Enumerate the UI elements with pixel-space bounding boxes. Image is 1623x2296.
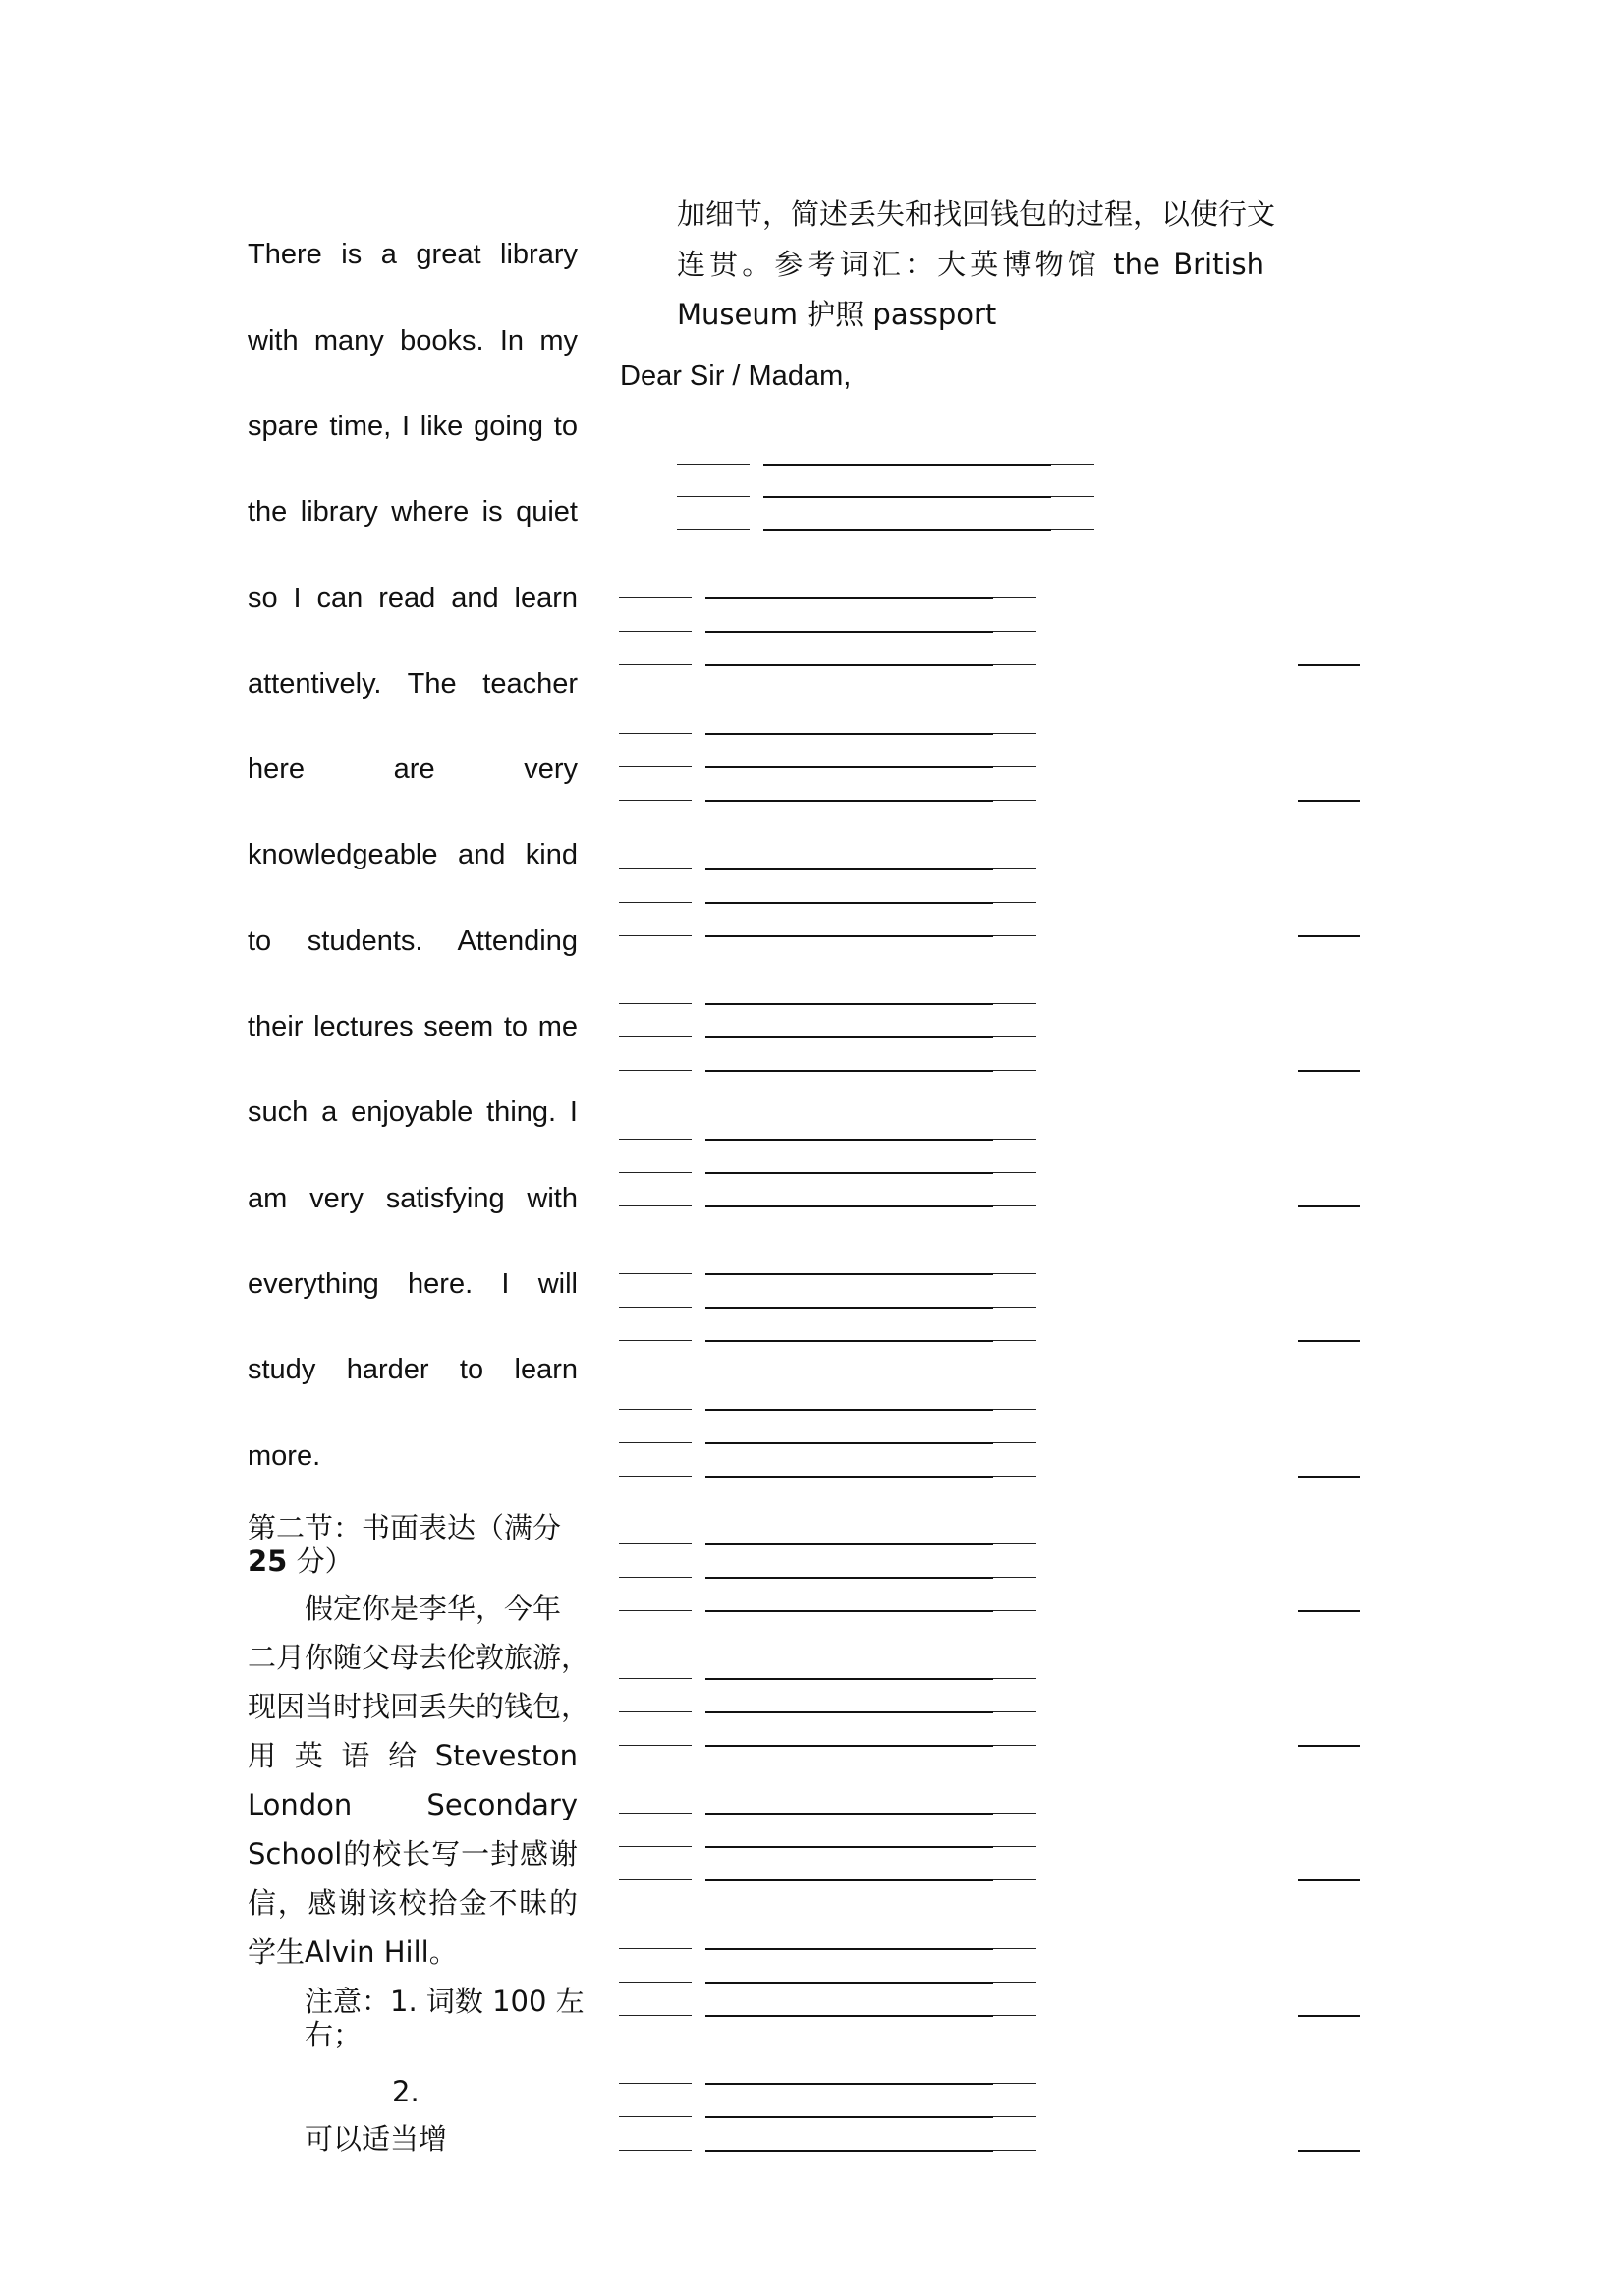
answer-line — [619, 1070, 692, 1071]
answer-line — [705, 2015, 993, 2017]
answer-line — [1051, 464, 1094, 465]
answer-line — [705, 1139, 993, 1141]
answer-line — [619, 1273, 692, 1274]
answer-line — [993, 733, 1036, 734]
answer-line — [619, 1036, 692, 1037]
answer-line — [993, 1577, 1036, 1578]
answer-line — [619, 2116, 692, 2117]
answer-line — [677, 464, 750, 465]
answer-line-right — [1298, 935, 1360, 937]
answer-line — [619, 1340, 692, 1341]
passage-line: spare time, I like going to — [248, 411, 578, 442]
answer-line — [705, 1879, 993, 1881]
answer-line — [993, 597, 1036, 598]
answer-line — [619, 1476, 692, 1477]
answer-line — [619, 1139, 692, 1140]
note-line: 注意：1. 词数 100 左 — [305, 1985, 585, 2018]
answer-line — [993, 1172, 1036, 1173]
answer-line — [705, 1273, 993, 1275]
answer-line — [705, 1846, 993, 1848]
answer-line — [619, 935, 692, 936]
answer-line — [619, 1003, 692, 1004]
answer-line — [619, 1745, 692, 1746]
answer-line — [705, 2150, 993, 2152]
answer-line-right — [1298, 1745, 1360, 1747]
answer-line — [619, 2015, 692, 2016]
answer-line — [993, 1273, 1036, 1274]
answer-line — [993, 1139, 1036, 1140]
answer-line — [619, 2150, 692, 2151]
answer-line — [705, 1442, 993, 1444]
writing-section — [248, 1503, 590, 2163]
answer-line — [993, 1442, 1036, 1443]
task-line: 假定你是李华，今年 — [305, 1592, 562, 1625]
answer-line — [619, 800, 692, 801]
answer-line — [705, 1711, 993, 1713]
answer-line-right — [1298, 1070, 1360, 1072]
passage-line: study harder to learn — [248, 1354, 578, 1385]
answer-line — [1051, 529, 1094, 530]
letter-salutation: Dear Sir / Madam, — [620, 361, 852, 392]
answer-line — [705, 1745, 993, 1747]
note-line: 可以适当增 — [305, 2122, 448, 2156]
passage-line: attentively. The teacher — [248, 668, 578, 700]
task-line: School的校长写一封感谢 — [248, 1837, 578, 1871]
answer-line — [993, 1036, 1036, 1037]
answer-line — [993, 800, 1036, 801]
answer-line — [993, 1745, 1036, 1746]
answer-line — [993, 1070, 1036, 1071]
answer-line — [993, 902, 1036, 903]
answer-line-right — [1298, 1476, 1360, 1478]
answer-line — [993, 1409, 1036, 1410]
answer-line — [705, 1340, 993, 1342]
task-continuation-line: Museum 护照 passport — [677, 298, 997, 331]
answer-line — [993, 1340, 1036, 1341]
answer-line — [993, 935, 1036, 936]
answer-line — [993, 868, 1036, 869]
task-line: London Secondary — [248, 1788, 578, 1821]
task-continuation-line: 连贯。参考词汇：大英博物馆 the British — [677, 248, 1264, 281]
note-item-number: 2. — [392, 2075, 420, 2108]
answer-line — [1051, 496, 1094, 497]
answer-line — [619, 1577, 692, 1578]
answer-line — [993, 2015, 1036, 2016]
answer-line — [705, 1205, 993, 1207]
answer-line — [619, 1678, 692, 1679]
answer-line — [705, 597, 993, 599]
answer-line — [993, 1711, 1036, 1712]
answer-line — [993, 766, 1036, 767]
answer-line-right — [1298, 1610, 1360, 1612]
section-heading: 第二节：书面表达（满分 — [248, 1511, 562, 1544]
passage-line: with many books. In my — [248, 325, 578, 357]
answer-line — [705, 902, 993, 904]
passage-line: so I can read and learn — [248, 583, 578, 614]
task-line: 用 英 语 给 Steveston — [248, 1739, 578, 1772]
answer-line — [705, 1307, 993, 1309]
passage-line: more. — [248, 1440, 321, 1472]
answer-line — [619, 733, 692, 734]
answer-line — [619, 868, 692, 869]
answer-line — [763, 464, 1051, 466]
answer-line-right — [1298, 1205, 1360, 1207]
answer-line — [705, 2116, 993, 2118]
answer-line — [705, 1813, 993, 1815]
answer-line — [993, 1307, 1036, 1308]
answer-line — [705, 1610, 993, 1612]
answer-line — [763, 496, 1051, 498]
answer-line — [705, 1172, 993, 1174]
answer-line — [993, 1678, 1036, 1679]
answer-line — [993, 1610, 1036, 1611]
answer-line — [705, 868, 993, 870]
answer-line — [993, 1543, 1036, 1544]
answer-line-right — [1298, 800, 1360, 802]
answer-line — [705, 1476, 993, 1478]
section-heading-score: 25 分） — [248, 1544, 354, 1578]
passage-line: knowledgeable and kind — [248, 839, 578, 870]
answer-line — [993, 1948, 1036, 1949]
answer-line — [677, 496, 750, 497]
answer-line — [619, 1205, 692, 1206]
answer-line — [705, 1070, 993, 1072]
passage-line: here are very — [248, 754, 578, 785]
passage-line: their lectures seem to me — [248, 1011, 578, 1042]
answer-line — [619, 1409, 692, 1410]
task-continuation-line: 加细节，简述丢失和找回钱包的过程，以使行文 — [677, 197, 1276, 231]
answer-line — [619, 1813, 692, 1814]
answer-line — [705, 1409, 993, 1411]
answer-line — [993, 1205, 1036, 1206]
passage-line: to students. Attending — [248, 925, 578, 957]
answer-line — [993, 1879, 1036, 1880]
answer-line — [619, 664, 692, 665]
answer-line — [705, 1003, 993, 1005]
answer-line — [705, 800, 993, 802]
answer-line — [619, 1543, 692, 1544]
answer-line — [705, 935, 993, 937]
answer-line — [993, 1476, 1036, 1477]
answer-line — [619, 766, 692, 767]
answer-line — [705, 2083, 993, 2085]
answer-line — [619, 1610, 692, 1611]
answer-line-right — [1298, 664, 1360, 666]
answer-line-right — [1298, 1879, 1360, 1881]
answer-line — [619, 1172, 692, 1173]
answer-line — [993, 2150, 1036, 2151]
answer-line — [705, 766, 993, 768]
note-line: 右； — [305, 2018, 363, 2051]
answer-line — [619, 1711, 692, 1712]
task-line: 二月你随父母去伦敦旅游， — [248, 1641, 590, 1674]
task-line: 信，感谢该校拾金不昧的 — [248, 1886, 578, 1920]
answer-line — [619, 1879, 692, 1880]
answer-line — [705, 1036, 993, 1038]
passage-line: There is a great library — [248, 239, 578, 270]
answer-line — [619, 1442, 692, 1443]
answer-line — [619, 1982, 692, 1983]
answer-line — [677, 529, 750, 530]
passage-line: the library where is quiet — [248, 496, 578, 528]
answer-line — [619, 597, 692, 598]
passage-line: everything here. I will — [248, 1268, 578, 1300]
answer-line — [705, 1577, 993, 1579]
answer-line — [705, 664, 993, 666]
answer-line — [993, 664, 1036, 665]
answer-line — [705, 631, 993, 633]
answer-line — [993, 1003, 1036, 1004]
answer-line-right — [1298, 1340, 1360, 1342]
answer-line — [705, 1982, 993, 1984]
task-continuation — [677, 190, 1276, 340]
answer-line — [619, 631, 692, 632]
answer-line-right — [1298, 2015, 1360, 2017]
answer-line — [705, 1948, 993, 1950]
answer-line — [619, 1948, 692, 1949]
answer-line — [619, 1307, 692, 1308]
answer-line — [619, 2083, 692, 2084]
answer-line — [993, 1813, 1036, 1814]
answer-line — [993, 2116, 1036, 2117]
answer-line — [705, 1678, 993, 1680]
answer-line — [993, 1982, 1036, 1983]
answer-line — [619, 1846, 692, 1847]
passage-line: such a enjoyable thing. I — [248, 1096, 578, 1128]
answer-line-right — [1298, 2150, 1360, 2152]
answer-line — [993, 1846, 1036, 1847]
answer-line — [993, 631, 1036, 632]
task-line: 现因当时找回丢失的钱包， — [248, 1690, 590, 1723]
answer-line — [705, 1543, 993, 1545]
answer-line — [763, 529, 1051, 531]
answer-line — [993, 2083, 1036, 2084]
answer-line — [619, 902, 692, 903]
answer-line — [705, 733, 993, 735]
passage-line: am very satisfying with — [248, 1183, 578, 1214]
task-line: 学生Alvin Hill。 — [248, 1935, 458, 1969]
